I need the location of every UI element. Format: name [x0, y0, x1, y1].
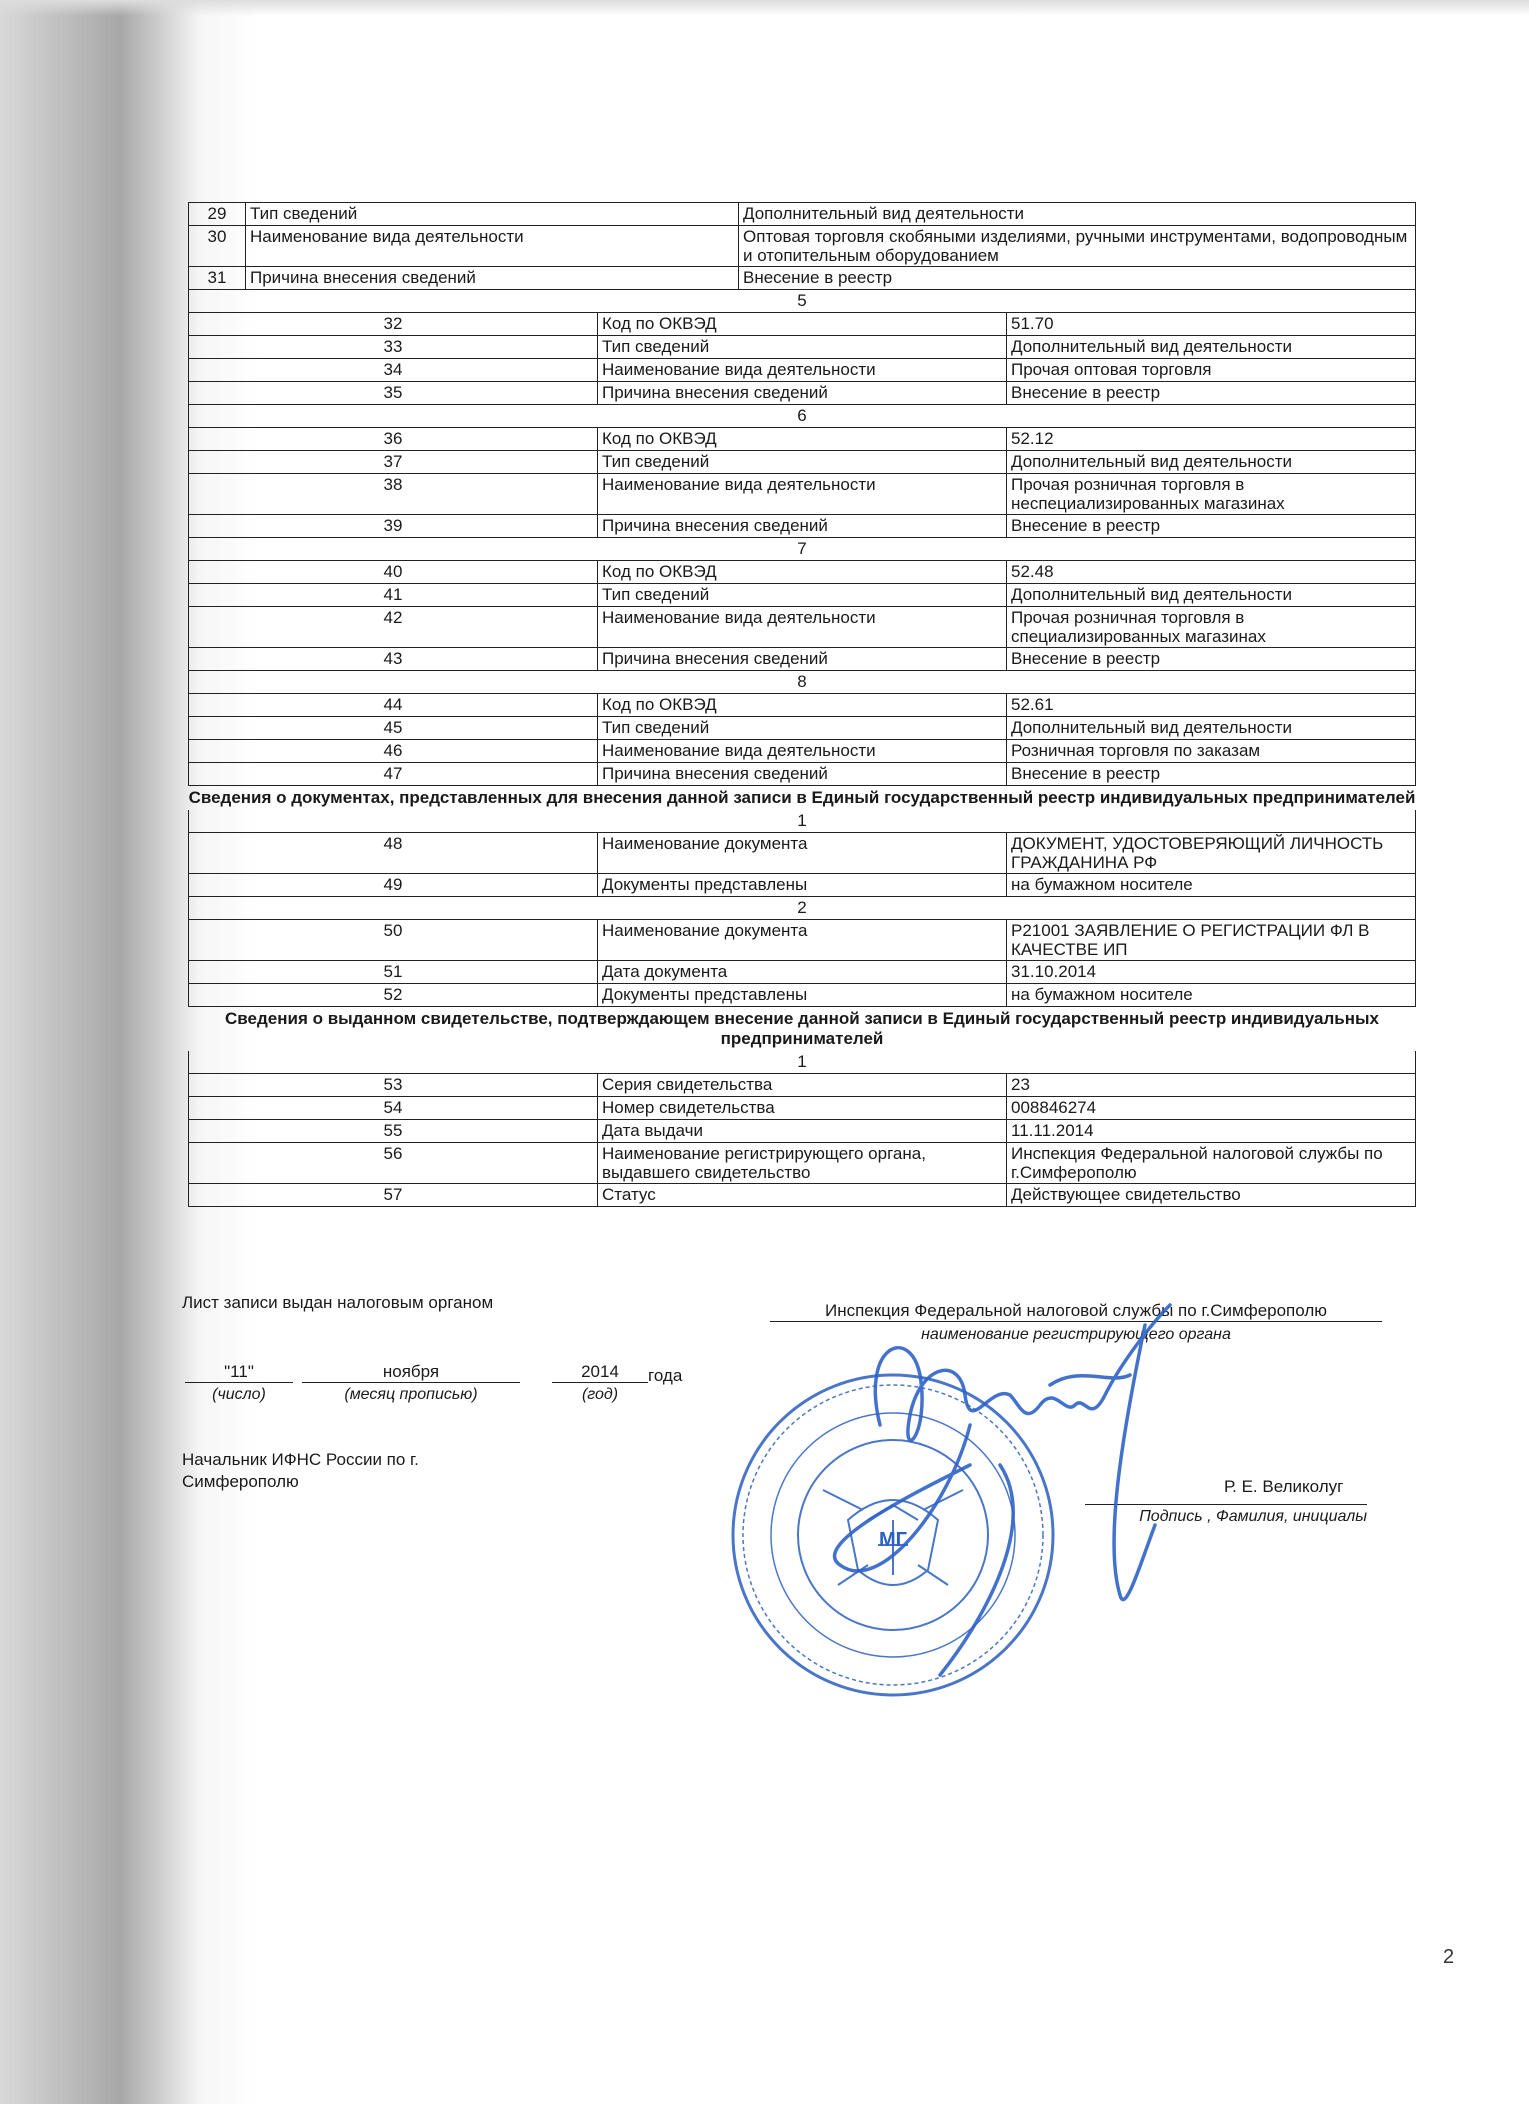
row-number: 44: [189, 694, 598, 717]
row-label: Причина внесения сведений: [598, 515, 1007, 538]
row-number: 38: [189, 474, 598, 515]
row-number: 49: [189, 874, 598, 897]
authority-caption: наименование регистрирующего органа: [921, 1326, 1231, 1343]
row-label: Код по ОКВЭД: [598, 694, 1007, 717]
table-row: [189, 1074, 1416, 1097]
row-number: 37: [189, 451, 598, 474]
row-label: Наименование вида деятельности: [598, 607, 1007, 648]
group-index: 1: [189, 810, 1416, 833]
row-label: Наименование документа: [598, 920, 1007, 961]
table-row: [189, 763, 1416, 786]
date-day: "11": [185, 1362, 293, 1383]
row-number: 35: [189, 382, 598, 405]
row-label: Причина внесения сведений: [598, 648, 1007, 671]
table-row: [189, 313, 1416, 336]
row-value: 23: [1007, 1074, 1416, 1097]
table-row: [189, 717, 1416, 740]
signer-caption: Подпись , Фамилия, инициалы: [1139, 1508, 1367, 1525]
row-number: 31: [189, 267, 246, 290]
row-value: Внесение в реестр: [1007, 648, 1416, 671]
section-heading-certificate: Сведения о выданном свидетельстве, подтверждающем внесение данной записи в Единый государственный реестр индивидуальных предпринимателей: [225, 1009, 1379, 1048]
row-value: 52.48: [1007, 561, 1416, 584]
row-value: Действующее свидетельство: [1007, 1184, 1416, 1207]
group-index: 5: [189, 290, 1416, 313]
documents-groups: [188, 810, 1416, 1007]
row-label: Тип сведений: [598, 717, 1007, 740]
table-row: [189, 1097, 1416, 1120]
row-value: Дополнительный вид деятельности: [1007, 717, 1416, 740]
row-value: Розничная торговля по заказам: [1007, 740, 1416, 763]
group-index: 8: [189, 671, 1416, 694]
row-value: на бумажном носителе: [1007, 874, 1416, 897]
row-number: 30: [189, 226, 246, 267]
table-row: [189, 515, 1416, 538]
row-label: Наименование вида деятельности: [598, 740, 1007, 763]
group-index-row: [189, 538, 1416, 561]
row-label: Код по ОКВЭД: [598, 313, 1007, 336]
date-day-caption: (число): [212, 1386, 266, 1403]
row-value: Внесение в реестр: [1007, 382, 1416, 405]
row-label: Причина внесения сведений: [598, 382, 1007, 405]
row-label: Тип сведений: [598, 451, 1007, 474]
group-index-row: [189, 290, 1416, 313]
row-number: 34: [189, 359, 598, 382]
stamp-center-text: МГ: [879, 1529, 907, 1551]
row-number: 48: [189, 833, 598, 874]
signer-name: Р. Е. Великолуг: [1224, 1477, 1344, 1496]
position-line-1: Начальник ИФНС России по г.: [182, 1450, 419, 1469]
row-label: Код по ОКВЭД: [598, 561, 1007, 584]
row-value: 52.12: [1007, 428, 1416, 451]
registry-group-table: [188, 810, 1416, 897]
row-number: 36: [189, 428, 598, 451]
row-number: 47: [189, 763, 598, 786]
table-row: [189, 874, 1416, 897]
row-number: 42: [189, 607, 598, 648]
table-row: [189, 226, 1416, 267]
row-value: 008846274: [1007, 1097, 1416, 1120]
table-row: [189, 203, 1416, 226]
row-label: Документы представлены: [598, 874, 1007, 897]
table-row: [189, 267, 1416, 290]
registry-table-activities: [188, 202, 1416, 290]
group-index: 1: [189, 1051, 1416, 1074]
row-value: 31.10.2014: [1007, 961, 1416, 984]
table-row: [189, 920, 1416, 961]
row-label: Статус: [598, 1184, 1007, 1207]
row-value: Внесение в реестр: [1007, 515, 1416, 538]
row-label: Наименование регистрирующего органа, выдавшего свидетельство: [598, 1143, 1007, 1184]
table-row: [189, 451, 1416, 474]
row-label: Серия свидетельства: [598, 1074, 1007, 1097]
registry-group-table: [188, 405, 1416, 538]
row-number: 39: [189, 515, 598, 538]
row-value: Р21001 ЗАЯВЛЕНИЕ О РЕГИСТРАЦИИ ФЛ В КАЧЕСТВЕ ИП: [1007, 920, 1416, 961]
row-value: Инспекция Федеральной налоговой службы по г.Симферополю: [1007, 1143, 1416, 1184]
row-label: Наименование вида деятельности: [246, 226, 739, 267]
row-number: 32: [189, 313, 598, 336]
row-label: Причина внесения сведений: [598, 763, 1007, 786]
row-number: 55: [189, 1120, 598, 1143]
table-row: [189, 584, 1416, 607]
table-row: [189, 694, 1416, 717]
row-number: 56: [189, 1143, 598, 1184]
registry-group-table: [188, 1051, 1416, 1207]
row-number: 50: [189, 920, 598, 961]
table-row: [189, 1184, 1416, 1207]
table-row: [189, 428, 1416, 451]
handwritten-signature: [820, 1265, 1240, 1695]
group-index: 2: [189, 897, 1416, 920]
row-value: Дополнительный вид деятельности: [1007, 584, 1416, 607]
row-label: Дата документа: [598, 961, 1007, 984]
issued-by-label: Лист записи выдан налоговым органом: [182, 1293, 494, 1312]
date-month-caption: (месяц прописью): [344, 1386, 478, 1403]
position-line-2: Симферополю: [182, 1472, 299, 1491]
row-label: Номер свидетельства: [598, 1097, 1007, 1120]
registry-content: [188, 202, 1416, 1207]
table-row: [189, 740, 1416, 763]
row-number: 29: [189, 203, 246, 226]
group-index-row: [189, 671, 1416, 694]
row-number: 53: [189, 1074, 598, 1097]
row-value: 11.11.2014: [1007, 1120, 1416, 1143]
row-label: Причина внесения сведений: [246, 267, 739, 290]
row-number: 52: [189, 984, 598, 1007]
row-label: Наименование вида деятельности: [598, 474, 1007, 515]
row-label: Дата выдачи: [598, 1120, 1007, 1143]
page-number: 2: [1443, 1946, 1455, 1968]
row-label: Код по ОКВЭД: [598, 428, 1007, 451]
table-row: [189, 833, 1416, 874]
group-index-row: [189, 810, 1416, 833]
row-number: 46: [189, 740, 598, 763]
date-year-suffix: года: [648, 1366, 683, 1385]
row-value: Прочая розничная торговля в неспециализированных магазинах: [1007, 474, 1416, 515]
group-index-row: [189, 1051, 1416, 1074]
row-number: 43: [189, 648, 598, 671]
row-value: 52.61: [1007, 694, 1416, 717]
row-number: 41: [189, 584, 598, 607]
date-year-caption: (год): [581, 1386, 619, 1403]
row-value: Оптовая торговля скобяными изделиями, ручными инструментами, водопроводным и отопительным оборудованием: [739, 226, 1416, 267]
okved-groups: [188, 290, 1416, 786]
row-number: 51: [189, 961, 598, 984]
table-row: [189, 561, 1416, 584]
row-number: 33: [189, 336, 598, 359]
registry-group-table: [188, 290, 1416, 405]
row-value: Дополнительный вид деятельности: [1007, 451, 1416, 474]
registry-group-table: [188, 897, 1416, 1007]
table-row: [189, 648, 1416, 671]
table-row: [189, 382, 1416, 405]
table-row: [189, 1120, 1416, 1143]
row-value: Прочая оптовая торговля: [1007, 359, 1416, 382]
row-number: 57: [189, 1184, 598, 1207]
row-value: Внесение в реестр: [1007, 763, 1416, 786]
row-value: на бумажном носителе: [1007, 984, 1416, 1007]
table-row: [189, 336, 1416, 359]
row-value: Дополнительный вид деятельности: [739, 203, 1416, 226]
row-label: Документы представлены: [598, 984, 1007, 1007]
date-year: 2014: [552, 1362, 648, 1383]
table-row: [189, 359, 1416, 382]
row-label: Тип сведений: [246, 203, 739, 226]
table-row: [189, 984, 1416, 1007]
registry-group-table: [188, 671, 1416, 786]
row-label: Тип сведений: [598, 336, 1007, 359]
table-row: [189, 961, 1416, 984]
certificate-groups: [188, 1051, 1416, 1207]
group-index: 6: [189, 405, 1416, 428]
group-index-row: [189, 897, 1416, 920]
row-number: 54: [189, 1097, 598, 1120]
table-row: [189, 607, 1416, 648]
row-value: Прочая розничная торговля в специализированных магазинах: [1007, 607, 1416, 648]
group-index: 7: [189, 538, 1416, 561]
table-row: [189, 474, 1416, 515]
row-value: Внесение в реестр: [739, 267, 1416, 290]
table-row: [189, 1143, 1416, 1184]
registry-group-table: [188, 538, 1416, 671]
row-value: Дополнительный вид деятельности: [1007, 336, 1416, 359]
row-value: ДОКУМЕНТ, УДОСТОВЕРЯЮЩИЙ ЛИЧНОСТЬ ГРАЖДАНИНА РФ: [1007, 833, 1416, 874]
date-month: ноября: [302, 1362, 520, 1383]
group-index-row: [189, 405, 1416, 428]
row-number: 40: [189, 561, 598, 584]
authority-name: Инспекция Федеральной налоговой службы по г.Симферополю: [770, 1301, 1382, 1322]
row-label: Тип сведений: [598, 584, 1007, 607]
row-value: 51.70: [1007, 313, 1416, 336]
section-heading-documents: Сведения о документах, представленных для внесения данной записи в Единый государственный реестр индивидуальных предпринимателей: [188, 788, 1416, 807]
row-number: 45: [189, 717, 598, 740]
row-label: Наименование документа: [598, 833, 1007, 874]
row-label: Наименование вида деятельности: [598, 359, 1007, 382]
